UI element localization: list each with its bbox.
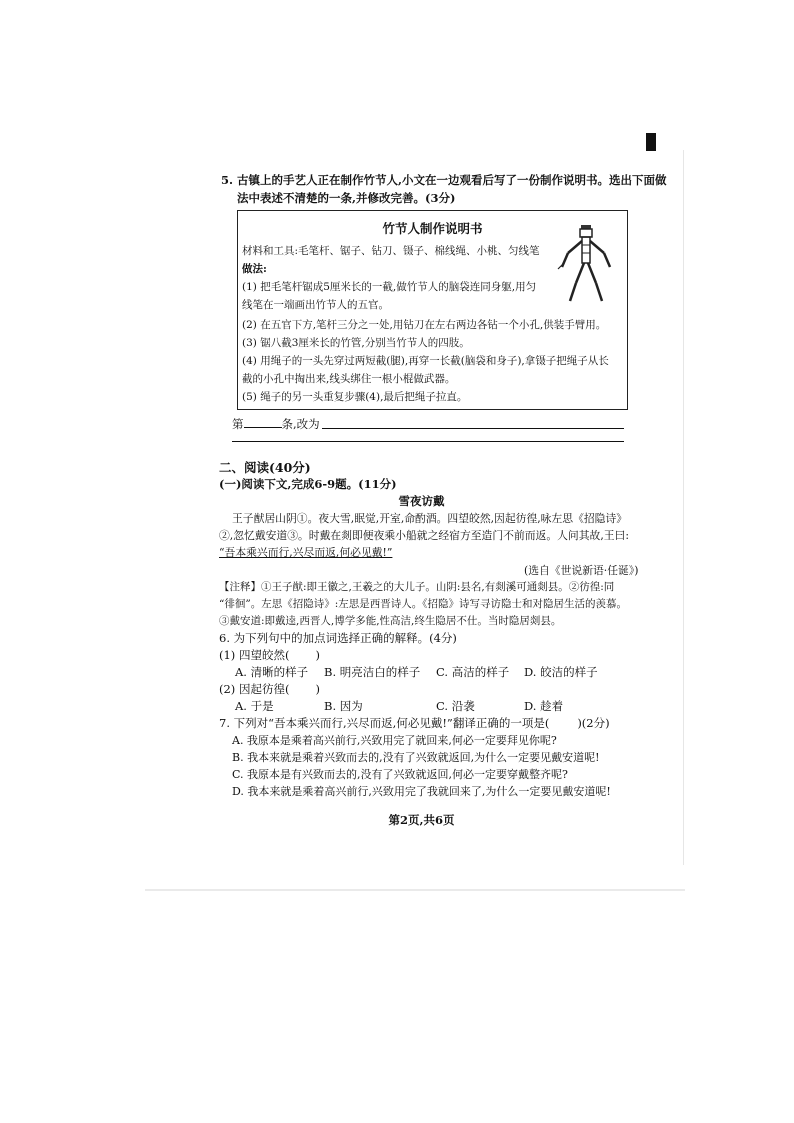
step-line: (5) 绳子的另一头重复步骤(4),最后把绳子拉直。 [242, 391, 468, 403]
bamboo-figure-illustration [556, 223, 616, 305]
answer-number-blank[interactable] [244, 415, 282, 428]
note-line: 【注释】①王子猷:即王徽之,王羲之的大儿子。山阴:县名,有剡溪可通剡县。②彷徨:同 [219, 581, 615, 593]
q7-answer-blank[interactable] [549, 715, 577, 727]
q5-stem-line1: 5. 古镇上的手艺人正在制作竹节人,小文在一边观看后写了一份制作说明书。选出下面做 [221, 173, 667, 187]
step-line: (2) 在五官下方,笔杆三分之一处,用钻刀在左右两边各钻一个小孔,供装手臂用。 [242, 319, 607, 331]
q6-item-2 [219, 681, 320, 698]
q7-option: C. 我原本是有兴致而去的,没有了兴致就返回,何必一定要穿戴整齐呢? [232, 768, 568, 781]
page-footer: 第2页,共6页 [388, 813, 455, 827]
q6-option: C. 沿袭 [436, 699, 475, 713]
step-line: 线笔在一端画出竹节人的五官。 [242, 299, 389, 311]
q6-item-close: ) [315, 682, 320, 696]
step-line: (1) 把毛笔杆锯成5厘米长的一截,做竹节人的脑袋连同身躯,用匀 [242, 281, 537, 293]
q7-option: B. 我本来就是乘着兴致而去的,没有了兴致就返回,为什么一定要见戴安道呢! [232, 751, 600, 764]
page-edge [683, 150, 684, 865]
section-heading: 二、阅读(40分) [219, 460, 311, 475]
passage-line: 王子猷居山阴①。夜大雪,眠觉,开室,命酌酒。四望皎然,因起彷徨,咏左思《招隐诗》 [232, 512, 628, 525]
q6-option: D. 趁着 [524, 699, 564, 713]
passage-source: (选自《世说新语·任诞》) [524, 564, 639, 577]
q6-item-close: ) [315, 648, 320, 662]
q7-option: A. 我原本是乘着高兴前行,兴致用完了就回来,何必一定要拜见你呢? [232, 734, 557, 747]
q6-option: B. 明亮洁白的样子 [324, 665, 421, 679]
method-label: 做法: [242, 263, 267, 275]
answer-blank-line[interactable] [322, 428, 624, 429]
q7-option: D. 我本来就是乘着高兴前行,兴致用完了我就回来了,为什么一定要见戴安道呢! [232, 785, 611, 798]
q6-item-1 [219, 647, 320, 664]
q5-stem-line2: 法中表述不清楚的一条,并修改完善。(3分) [237, 191, 456, 205]
q6-option: B. 因为 [324, 699, 363, 713]
q6-option: A. 清晰的样子 [235, 665, 309, 679]
answer-mid: 条,改为 [281, 417, 320, 431]
note-line: ③戴安道:即戴逵,西晋人,博学多能,性高洁,终生隐居不仕。当时隐居剡县。 [219, 615, 562, 627]
instruction-box-title: 竹节人制作说明书 [382, 221, 483, 236]
step-line: (4) 用绳子的一头先穿过两短截(腿),再穿一长截(脑袋和身子),拿镊子把绳子从长 [242, 355, 609, 367]
passage-line: “吾本乘兴而行,兴尽而返,何必见戴!” [219, 546, 393, 559]
answer-prefix: 第 [232, 417, 244, 431]
q7-stem [219, 715, 610, 732]
step-line: 截的小孔中掏出来,线头绑住一根小棍做武器。 [242, 373, 456, 385]
q5-answer-line [232, 415, 320, 433]
q7-stem-text: 7. 下列对“吾本乘兴而行,兴尽而返,何必见戴!”翻译正确的一项是( [219, 716, 550, 730]
instruction-box [237, 210, 628, 410]
step-line: (3) 锯八截3厘米长的竹管,分别当竹节人的四肢。 [242, 337, 470, 349]
q7-stem-end: )(2分) [577, 716, 610, 730]
q6-item-label: (2) 因起彷徨( [219, 682, 290, 696]
q6-option: C. 高洁的样子 [436, 665, 510, 679]
subsection-heading: (一)阅读下文,完成6-9题。(11分) [219, 477, 397, 491]
answer-blank-line[interactable] [232, 441, 624, 442]
q6-item-label: (1) 四望皎然( [219, 648, 290, 662]
q6-stem: 6. 为下列句中的加点词选择正确的解释。(4分) [219, 631, 457, 645]
passage-title: 雪夜访戴 [398, 494, 445, 508]
note-line: “徘徊”。左思《招隐诗》:左思是西晋诗人。《招隐》诗写寻访隐士和对隐居生活的羡慕。 [219, 598, 628, 610]
q6-option: A. 于是 [235, 699, 274, 713]
passage-line: ②,忽忆戴安道③。时戴在剡即便夜乘小船就之经宿方至造门不前而返。人问其故,王曰: [219, 529, 629, 542]
materials-line: 材料和工具:毛笔杆、锯子、钻刀、镊子、棉线绳、小桃、匀线笔 [242, 245, 540, 257]
page-corner-mark [646, 133, 656, 151]
q6-option: D. 皎洁的样子 [524, 665, 598, 679]
page-edge [145, 889, 685, 891]
